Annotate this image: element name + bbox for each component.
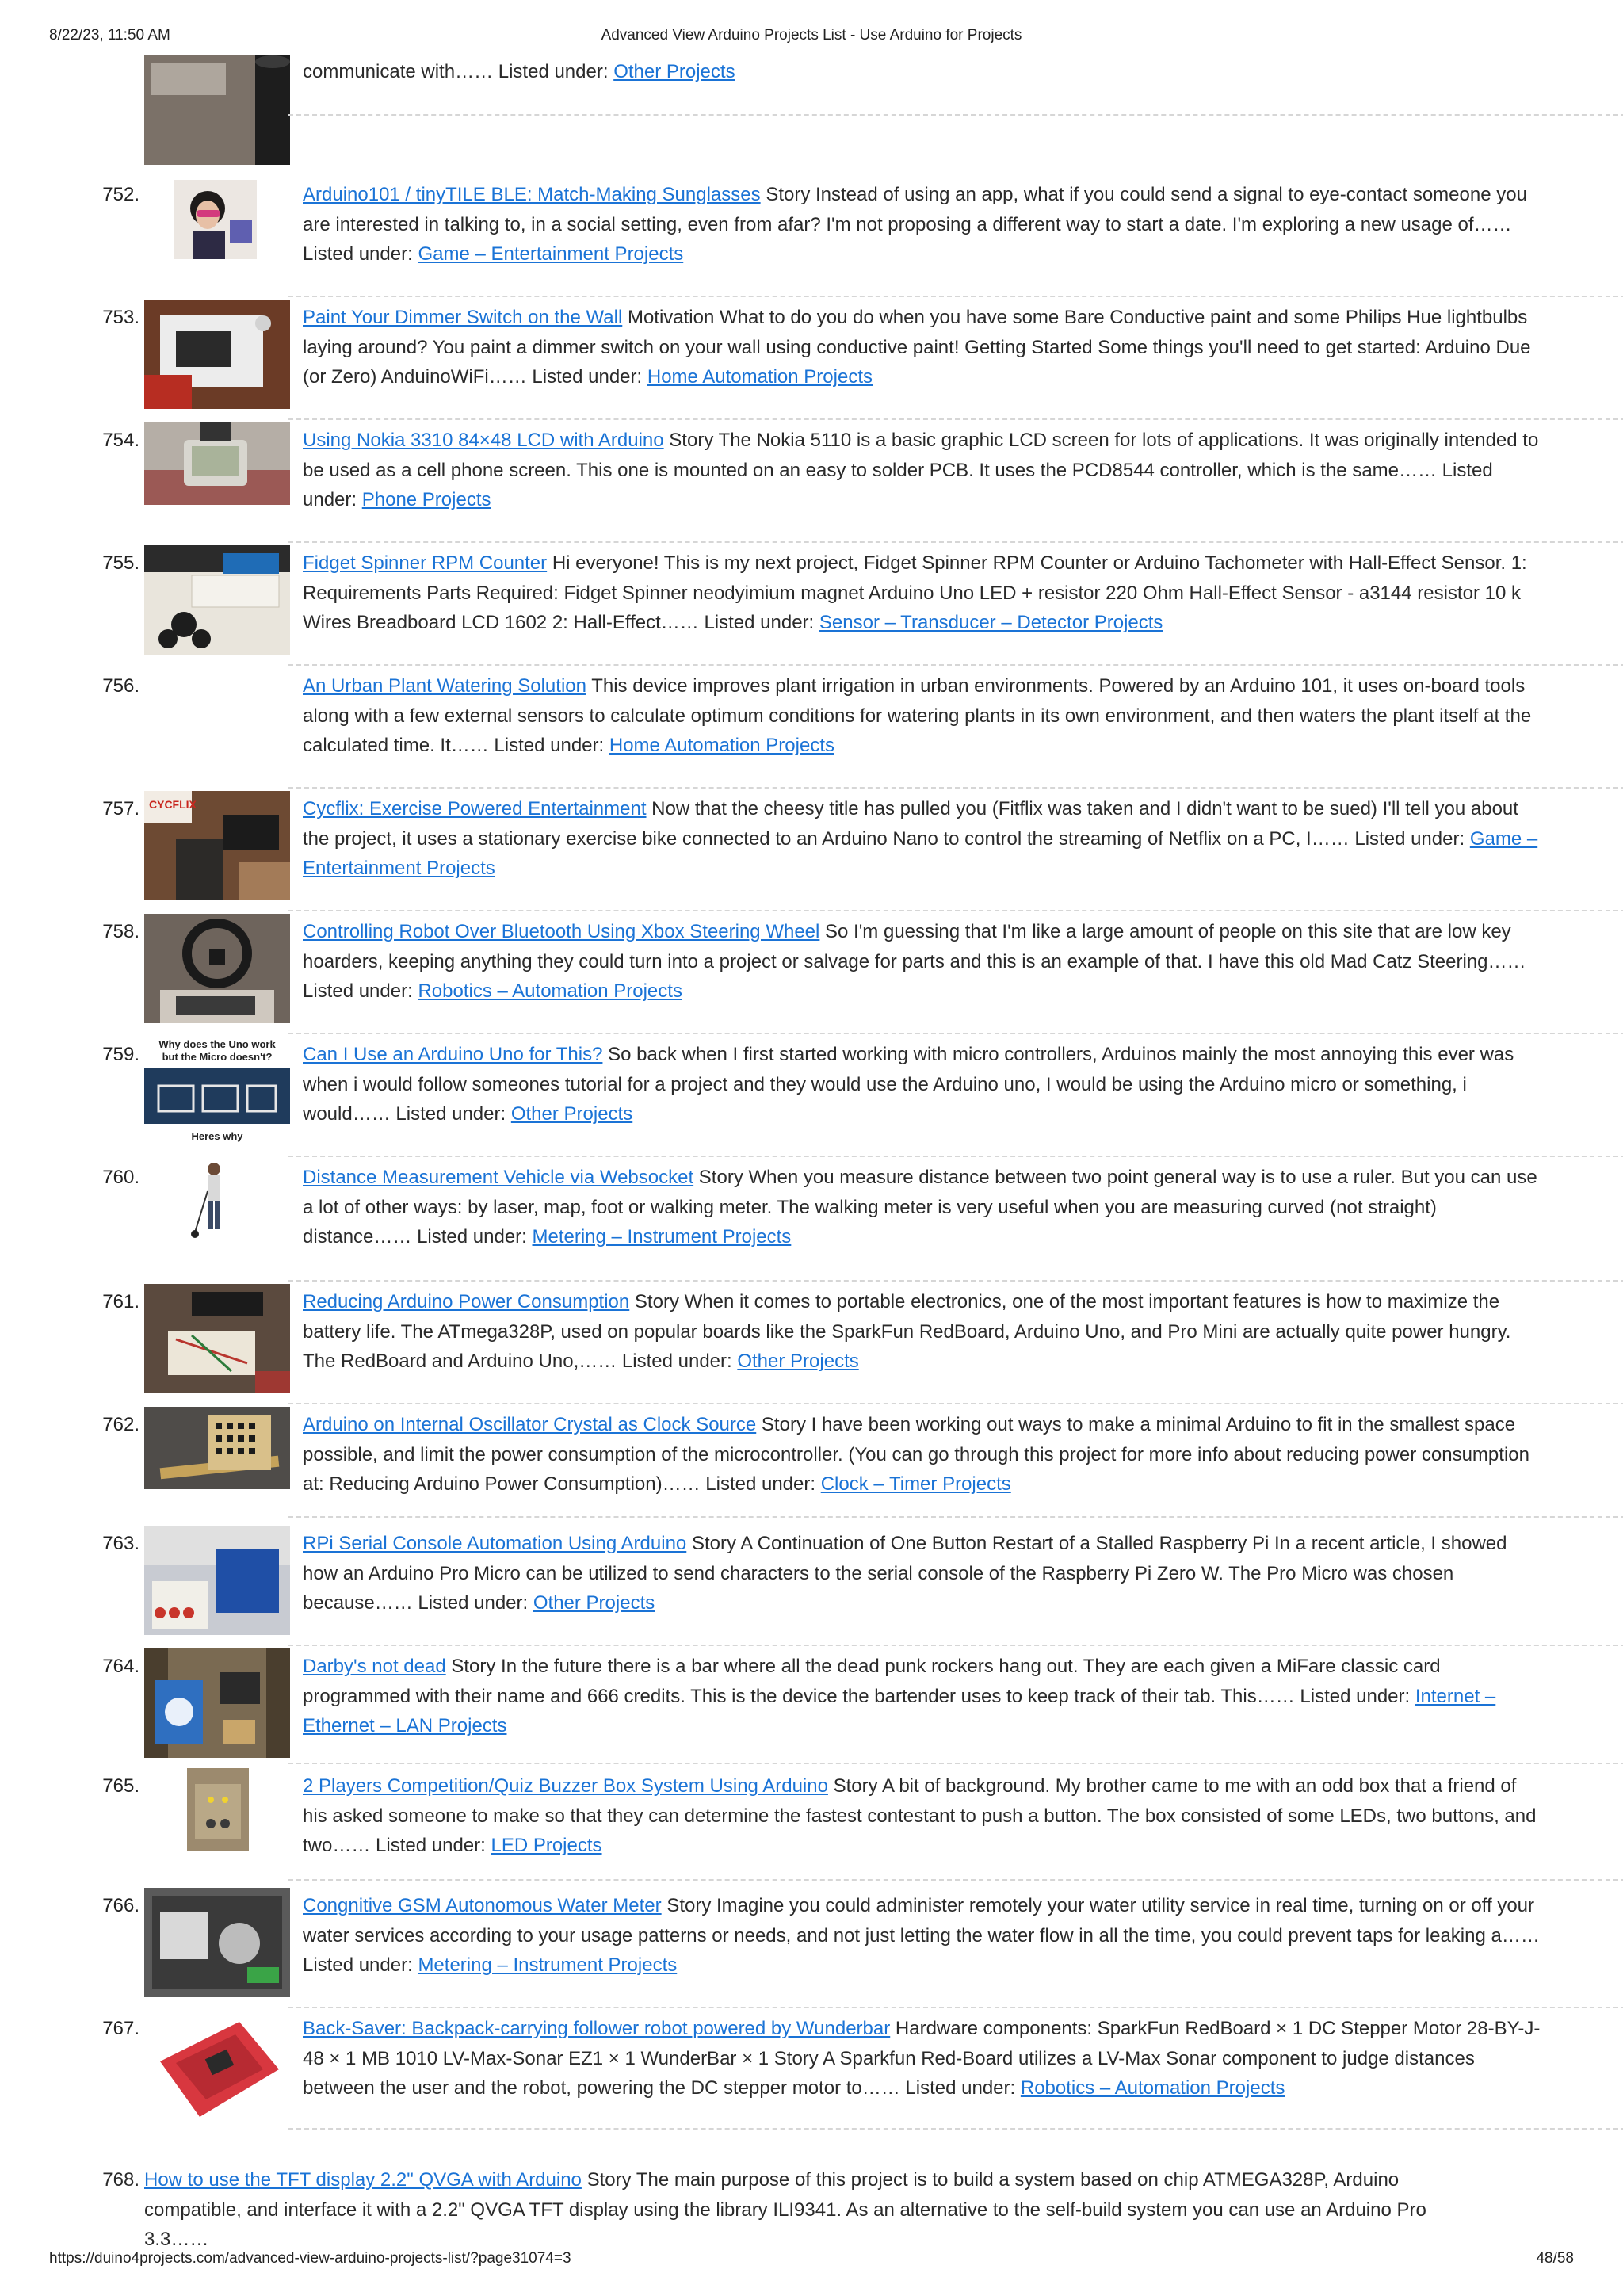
list-item (95, 2165, 1490, 2255)
project-thumbnail[interactable] (144, 422, 290, 505)
svg-text:CYCFLIX: CYCFLIX (149, 798, 197, 811)
divider (288, 1033, 1623, 1034)
category-link[interactable]: Game – Entertainment Projects (303, 827, 1538, 879)
listed-under-label: Listed under: (1354, 827, 1465, 850)
divider (288, 1879, 1623, 1881)
entry-description: Story When it comes to portable electronics, one of the most important features is how to maximize the battery life. The ATmega328P, used on popular boards like the SparkFun RedBoard, Arduino Uno, and Pro Mini are actually quite power hungry. The RedBoard and Arduino Uno,…… (303, 1291, 1511, 1372)
entry-description: So back when I first started working with micro controllers, Arduinos mainly the most annoying this ever was when i would follow someones tutorial for a project and they would use the Arduino uno, I would be using the Arduino micro or something, i would…… (303, 1044, 1514, 1125)
listed-under-label: Listed under: (418, 1592, 529, 1614)
project-thumbnail[interactable] (144, 1407, 290, 1489)
steering-wheel-image (144, 914, 290, 1023)
project-thumbnail[interactable] (144, 1037, 290, 1146)
listed-under-label: Listed under: (494, 735, 605, 756)
divider (288, 418, 1623, 420)
page-number: 48/58 (1536, 2250, 1574, 2267)
entry-description: communicate with…… (303, 61, 494, 82)
category-link[interactable]: Internet – Ethernet – LAN Projects (303, 1685, 1496, 1736)
entry-description: This device improves plant irrigation in urban environments. Powered by an Arduino 101, it uses on-board tools along with a few external sensors to calculate optimum conditions for watering plants in its own environment, and then waters the plant itself at the calculated time. It…… (303, 675, 1532, 756)
category-link[interactable]: Robotics – Automation Projects (1020, 2077, 1285, 2099)
project-title-link[interactable]: Controlling Robot Over Bluetooth Using Xbox Steering Wheel (303, 921, 820, 942)
entry-number: 753. (102, 307, 139, 328)
entry-number: 758. (102, 921, 139, 942)
rpi-console-image (144, 1526, 290, 1635)
fidget-spinner-image (144, 545, 290, 655)
project-title-link[interactable]: Paint Your Dimmer Switch on the Wall (303, 307, 623, 328)
category-link[interactable]: LED Projects (491, 1835, 602, 1856)
listed-under-label: Listed under: (705, 1473, 816, 1495)
divider (288, 664, 1623, 666)
divider (288, 541, 1623, 543)
project-thumbnail[interactable] (144, 1526, 290, 1635)
entry-number: 762. (102, 1414, 139, 1435)
listed-under-label: Listed under: (303, 243, 413, 265)
project-title-link[interactable]: Cycflix: Exercise Powered Entertainment (303, 798, 647, 819)
entry-description: Story A Continuation of One Button Restart of a Stalled Raspberry Pi In a recent article, I showed how an Arduino Pro Micro can be utilized to send characters to the serial console of the Raspberry Pi Zero W. The Pro Micro was chosen because…… (303, 1533, 1507, 1614)
listed-under-label: Listed under: (1300, 1685, 1411, 1707)
project-thumbnail[interactable] (144, 545, 290, 655)
category-link[interactable]: Clock – Timer Projects (820, 1473, 1011, 1495)
category-link[interactable]: Game – Entertainment Projects (418, 243, 684, 265)
entry-number: 765. (102, 1775, 139, 1797)
project-title-link[interactable]: Darby's not dead (303, 1656, 446, 1677)
entry-number: 767. (102, 2018, 139, 2039)
entry-number: 752. (102, 184, 139, 205)
divider (288, 2128, 1623, 2130)
listed-under-label: Listed under: (704, 612, 815, 633)
exercise-bike-image (144, 791, 290, 900)
dimmer-board-image (144, 300, 290, 409)
buzzer-box-image (187, 1768, 249, 1851)
project-title-link[interactable]: How to use the TFT display 2.2" QVGA with Arduino (144, 2169, 582, 2191)
entry-description: Story I have been working out ways to make a minimal Arduino to fit in the smallest space possible, and limit the power consumption of the microcontroller. (You can go through this project for more info about reducing power consumption at: Reducing Arduino Power Consumption)…… (303, 1414, 1529, 1495)
project-title-link[interactable]: RPi Serial Console Automation Using Arduino (303, 1533, 687, 1554)
project-title-link[interactable]: Reducing Arduino Power Consumption (303, 1291, 630, 1312)
category-link[interactable]: Other Projects (613, 61, 735, 82)
listed-under-label: Listed under: (621, 1350, 732, 1372)
divider (288, 1763, 1623, 1764)
project-thumbnail[interactable] (144, 1888, 290, 1997)
project-title-link[interactable]: Arduino101 / tinyTILE BLE: Match-Making Sunglasses (303, 184, 761, 205)
project-thumbnail[interactable] (144, 1648, 290, 1758)
walking-meter-person-image (182, 1159, 246, 1239)
listed-under-label: Listed under: (532, 366, 643, 388)
sunglasses-person-image (174, 180, 257, 259)
entry-description: So I'm guessing that I'm like a large amount of people on this site that are low key hoarders, keeping anything they could turn into a project or salvage for parts and this is an example of that. I have this old Mad Catz Steering…… (303, 921, 1526, 972)
category-link[interactable]: Metering – Instrument Projects (532, 1226, 792, 1247)
listed-under-label: Listed under: (303, 459, 1493, 510)
divider (288, 1403, 1623, 1404)
project-thumbnail[interactable] (144, 914, 290, 1023)
category-link[interactable]: Home Automation Projects (647, 366, 873, 388)
category-link[interactable]: Phone Projects (361, 489, 491, 510)
entry-description: Story Instead of using an app, what if you could send a signal to eye-contact someone you are interested in talking to, in a social setting, even from afar? I'm not proposing a different way to start a date. I'm exploring a new usage of…… (303, 184, 1527, 235)
entry-description: Story The main purpose of this project is to build a system based on chip ATMEGA328P, Arduino (586, 2169, 1400, 2191)
category-link[interactable]: Other Projects (533, 1592, 655, 1614)
divider (288, 1280, 1623, 1282)
list-item (95, 55, 1541, 166)
category-link[interactable]: Metering – Instrument Projects (418, 1954, 678, 1976)
project-thumbnail[interactable] (174, 180, 257, 259)
listed-under-label: Listed under: (417, 1226, 527, 1247)
category-link[interactable]: Home Automation Projects (609, 735, 834, 756)
page-url: https://duino4projects.com/advanced-view-arduino-projects-list/?page31074=3 (49, 2250, 571, 2267)
breadboard-battery-image (144, 1284, 290, 1393)
project-thumbnail[interactable] (144, 2014, 290, 2125)
print-datetime: 8/22/23, 11:50 AM (49, 27, 170, 44)
category-link[interactable]: Sensor – Transducer – Detector Projects (819, 612, 1163, 633)
entry-number: 757. (102, 798, 139, 819)
entry-description: Story The Nokia 5110 is a basic graphic LCD screen for lots of applications. It was originally intended to be used as a cell phone screen. This one is mounted on an easy to solder PCB. It uses the PCD8544 controller, which is the same…… (303, 430, 1539, 481)
category-link[interactable]: Other Projects (510, 1103, 633, 1125)
project-thumbnail[interactable] (144, 791, 290, 900)
entry-number: 754. (102, 430, 139, 451)
listed-under-label: Listed under: (905, 2077, 1016, 2099)
divider (288, 1645, 1623, 1646)
entry-number: 766. (102, 1895, 139, 1916)
entry-description: Story When you measure distance between two point general way is to use a ruler. But you can use a lot of other ways: by laser, map, foot or walking meter. The walking meter is very useful when you are measuring curved (not straight) distance…… (303, 1167, 1537, 1247)
thumb-caption-bottom: Heres why (191, 1130, 243, 1142)
entry-description: Hi everyone! This is my next project, Fidget Spinner RPM Counter or Arduino Tachometer with Hall-Effect Sensor. 1: Requirements Parts Required: Fidget Spinner neodyimium magnet Arduino Uno LED + resistor 220 Ohm Hall-Effect Sensor - a3144 resistor 10 k Wires Breadboard LCD 1602 2: Hall-Effect…… (303, 552, 1527, 633)
page-title: Advanced View Arduino Projects List - Use Arduino for Projects (601, 27, 1022, 44)
listed-under-label: Listed under: (303, 980, 413, 1002)
project-thumbnail[interactable] (144, 55, 290, 165)
project-title-link[interactable]: Using Nokia 3310 84×48 LCD with Arduino (303, 430, 664, 451)
project-title-link[interactable]: Back-Saver: Backpack-carrying follower robot powered by Wunderbar (303, 2018, 891, 2039)
divider (288, 910, 1623, 911)
listed-under-label: Listed under: (498, 61, 609, 82)
entry-description-continued: compatible, and interface it with a 2.2" QVGA TFT display using the library ILI9341. As an alternative to the self-build system you can use an Arduino Pro 3.3…… (144, 2199, 1426, 2250)
entry-number: 763. (102, 1533, 139, 1554)
entry-number: 756. (102, 675, 139, 697)
project-title-link[interactable]: Can I Use an Arduino Uno for This? (303, 1044, 603, 1065)
entry-description: Story Imagine you could administer remotely your water utility service in real time, turning on or off your water services according to your usage patterns or needs, and not just letting the water flow in all the time, you could prevent taps for leaking a…… (303, 1895, 1540, 1946)
entry-description: Hardware components: SparkFun RedBoard × 1 DC Stepper Motor 28-BY-J-48 × 1 MB 1010 LV-Max-Sonar EZ1 × 1 WunderBar × 1 Story A Sparkfun Red-Board utilizes a LV-Max Sonar component to judge distances between the user and the robot, powering the DC stepper motor to…… (303, 2018, 1541, 2099)
divider (288, 787, 1623, 789)
project-thumbnail[interactable] (182, 1159, 246, 1239)
nokia-lcd-image (144, 422, 290, 505)
project-title-link[interactable]: An Urban Plant Watering Solution (303, 675, 586, 697)
thumb-caption-line1: Why does the Uno work (158, 1038, 276, 1050)
listed-under-label: Listed under: (303, 1954, 413, 1976)
project-title-link[interactable]: Congnitive GSM Autonomous Water Meter (303, 1895, 662, 1916)
entry-number: 768. (102, 2169, 139, 2191)
smart-speaker-image (144, 55, 290, 165)
project-thumbnail[interactable] (187, 1768, 249, 1851)
entry-number: 760. (102, 1167, 139, 1188)
entry-number: 759. (102, 1044, 139, 1065)
uno-vs-micro-image (144, 1037, 290, 1146)
project-title-link[interactable]: Distance Measurement Vehicle via Websocket (303, 1167, 694, 1188)
entry-number: 764. (102, 1656, 139, 1677)
entry-number: 755. (102, 552, 139, 574)
sparkfun-redboard-image (144, 2014, 290, 2125)
rfid-tab-device-image (144, 1648, 290, 1758)
entry-number: 761. (102, 1291, 139, 1312)
project-title-link[interactable]: Arduino on Internal Oscillator Crystal as Clock Source (303, 1414, 757, 1435)
project-thumbnail[interactable] (144, 1284, 290, 1393)
divider (288, 2007, 1623, 2008)
entry-description: Story In the future there is a bar where all the dead punk rockers hang out. They are each given a MiFare classic card programmed with their name and 666 credits. This is the device the bartender uses to keep track of their tab. This…… (303, 1656, 1441, 1707)
divider (288, 296, 1623, 297)
divider (288, 114, 1623, 116)
category-link[interactable]: Other Projects (737, 1350, 859, 1372)
project-title-link[interactable]: 2 Players Competition/Quiz Buzzer Box System Using Arduino (303, 1775, 828, 1797)
project-thumbnail[interactable] (144, 300, 290, 409)
thumb-caption-line2: but the Micro doesn't? (162, 1051, 273, 1063)
divider (288, 1516, 1623, 1518)
category-link[interactable]: Robotics – Automation Projects (418, 980, 682, 1002)
entry-description: Story A bit of background. My brother came to me with an odd box that a friend of his asked someone to make so that they can determine the fastest contestant to push a button. The box consisted of some LEDs, two buttons, and two…… (303, 1775, 1537, 1856)
oscillator-board-image (144, 1407, 290, 1489)
water-meter-image (144, 1888, 290, 1997)
entry-description: Motivation What to do you do when you have some Bare Conductive paint and some Philips Hue lightbulbs laying around? You paint a dimmer switch on your wall using conductive paint! Getting Started Some things you'll need to get started: Arduino Due (or Zero) AnduinoWiFi…… (303, 307, 1531, 388)
divider (288, 1156, 1623, 1157)
listed-under-label: Listed under: (376, 1835, 486, 1856)
entry-description: Now that the cheesy title has pulled you (Fitflix was taken and I didn't want to be sued) I'll tell you about the project, it uses a stationary exercise bike connected to an Arduino Nano to control the streaming of Netflix on a PC, I…… (303, 798, 1518, 850)
listed-under-label: Listed under: (395, 1103, 506, 1125)
project-title-link[interactable]: Fidget Spinner RPM Counter (303, 552, 548, 574)
